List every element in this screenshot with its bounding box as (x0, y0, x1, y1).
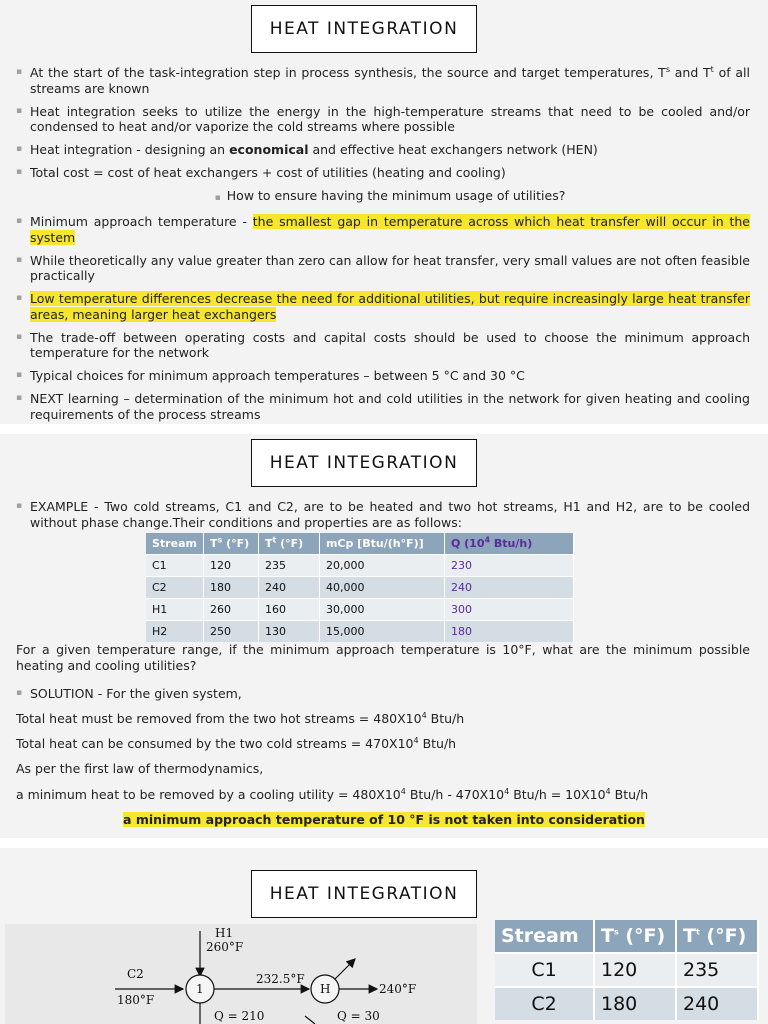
cell-tt: 240 (258, 577, 319, 599)
slide-title: HEAT INTEGRATION (251, 5, 477, 53)
bullet-item-solution: ▪ SOLUTION - For the given system, (16, 686, 750, 702)
col-header-tt: $T^t$ (°F) (676, 920, 758, 953)
cell-ts: 180 (594, 987, 676, 1020)
cell-mcp: 30,000 (319, 599, 444, 621)
bullet-item: ▪ While theoretically any value greater than zero can allow for heat transfer, very small values are not often feasible practically (16, 253, 750, 284)
cell-ts: 120 (594, 953, 676, 987)
col-header-ts: $T^s$ (°F) (203, 533, 258, 555)
bullet-item: ▪ At the start of the task-integration step in process synthesis, the source and target temperatures, $T^s$ and $T^t$ of all streams are known (16, 65, 750, 96)
cell-tt: 235 (676, 953, 758, 987)
col-header-q: Q ($10^4$ Btu/h) (444, 533, 573, 555)
highlighted-note: a minimum approach temperature of 10 °F is not taken into consideration (123, 812, 645, 827)
col-header-ts: $T^s$ (°F) (594, 920, 676, 953)
cell-ts: 120 (203, 555, 258, 577)
cell-tt: 130 (258, 621, 319, 643)
bullet-item (16, 291, 750, 322)
highlight: the smallest gap in temperature across which heat transfer will occur in the system (30, 214, 750, 245)
solution-line: Total heat must be removed from the two hot streams = $480X10^4$ Btu/h (16, 710, 465, 726)
cell-tt: 235 (258, 555, 319, 577)
temp-label-mid: 232.5°F (256, 972, 305, 986)
stream-temperature-table (495, 920, 759, 1020)
bullet-item: ▪ Heat integration - designing an economical and effective heat exchangers network (HEN) (16, 142, 750, 158)
table-header-row (146, 533, 573, 555)
cell-stream: C2 (146, 577, 203, 599)
node-label-1: 1 (196, 982, 204, 996)
cell-mcp: 40,000 (319, 577, 444, 599)
bullet-item: ▪ Total cost = cost of heat exchangers + cost of utilities (heating and cooling) (16, 165, 750, 181)
cell-ts: 250 (203, 621, 258, 643)
table-row (146, 599, 573, 621)
temp-label-out: 240°F (379, 982, 417, 996)
steam-arrow (335, 959, 355, 979)
col-header-mcp: mCp [Btu/(h°F)] (319, 533, 444, 555)
cell-q: 240 (444, 577, 573, 599)
highlight: Low temperature differences decrease the need for additional utilities, but require increasingly large heat transfer areas, meaning larger heat exchangers (30, 291, 750, 322)
table-row (146, 621, 573, 643)
bullet-list (16, 686, 750, 709)
duty-label-h: Q = 30 (337, 1009, 380, 1023)
bullet-item: ▪ Typical choices for minimum approach temperatures – between 5 °C and 30 °C (16, 368, 750, 384)
col-header-stream: Stream (146, 533, 203, 555)
bullet-list (16, 499, 750, 538)
cell-stream: H1 (146, 599, 203, 621)
slide-3 (0, 848, 768, 1024)
cell-mcp: 15,000 (319, 621, 444, 643)
temp-label-c2: 180°F (117, 993, 155, 1007)
solution-line: Total heat can be consumed by the two cold streams = $470X10^4$ Btu/h (16, 735, 457, 751)
cell-q: 180 (444, 621, 573, 643)
heat-exchanger-network-diagram (5, 924, 477, 1024)
stream-label-c2: C2 (127, 967, 144, 981)
table-row (146, 555, 573, 577)
stream-data-table (146, 533, 574, 642)
cell-ts: 260 (203, 599, 258, 621)
col-header-stream: Stream (495, 920, 594, 953)
duty-label-1: Q = 210 (214, 1009, 265, 1023)
bullet-item: ▪ Heat integration seeks to utilize the energy in the high-temperature streams that need to be cooled and/or condensed to heat and/or vaporize the cold streams where possible (16, 104, 750, 135)
temp-label-h1: 260°F (206, 940, 244, 954)
cell-ts: 180 (203, 577, 258, 599)
table-header-row (495, 920, 758, 953)
cell-q: 300 (444, 599, 573, 621)
cell-stream: C1 (146, 555, 203, 577)
slide-title: HEAT INTEGRATION (251, 870, 477, 918)
node-label-h: H (320, 982, 331, 996)
cell-tt: 160 (258, 599, 319, 621)
bullet-item-example: ▪ EXAMPLE - Two cold streams, C1 and C2, are to be heated and two hot streams, H1 and H2, are to be cooled without phase change.Their conditions and properties are as follows: (16, 499, 750, 530)
cell-stream: C1 (495, 953, 594, 987)
cell-mcp: 20,000 (319, 555, 444, 577)
condensate-line (305, 1016, 315, 1024)
cell-q: 230 (444, 555, 573, 577)
question-text: For a given temperature range, if the minimum approach temperature is 10°F, what are the minimum possible heating and cooling utilities? (16, 642, 750, 673)
table-row (146, 577, 573, 599)
col-header-tt: $T^t$ (°F) (258, 533, 319, 555)
bullet-item: ▪ Minimum approach temperature - the smallest gap in temperature across which heat transfer will occur in the system (16, 214, 750, 245)
bullet-list (16, 65, 750, 430)
cell-stream: C2 (495, 987, 594, 1020)
solution-line: As per the first law of thermodynamics, (16, 761, 264, 776)
cell-stream: H2 (146, 621, 203, 643)
solution-line: a minimum heat to be removed by a cooling utility = $480X10^4$ $Btu/h - 470X10^4$ $Btu/h = 10X10^4$ Btu/h (16, 786, 649, 802)
slide-2 (0, 434, 768, 838)
bullet-item: ▪ NEXT learning – determination of the minimum hot and cold utilities in the network for given heating and cooling requirements of the process streams (16, 391, 750, 422)
slide-1 (0, 0, 768, 424)
bullet-item: ▪ The trade-off between operating costs and capital costs should be used to choose the minimum approach temperature for the network (16, 330, 750, 361)
slide-title: HEAT INTEGRATION (251, 439, 477, 487)
table-row (495, 953, 758, 987)
bullet-item-question: ▪ How to ensure having the minimum usage of utilities? (16, 188, 750, 207)
cell-tt: 240 (676, 987, 758, 1020)
table-row (495, 987, 758, 1020)
stream-label-h1: H1 (215, 926, 234, 940)
